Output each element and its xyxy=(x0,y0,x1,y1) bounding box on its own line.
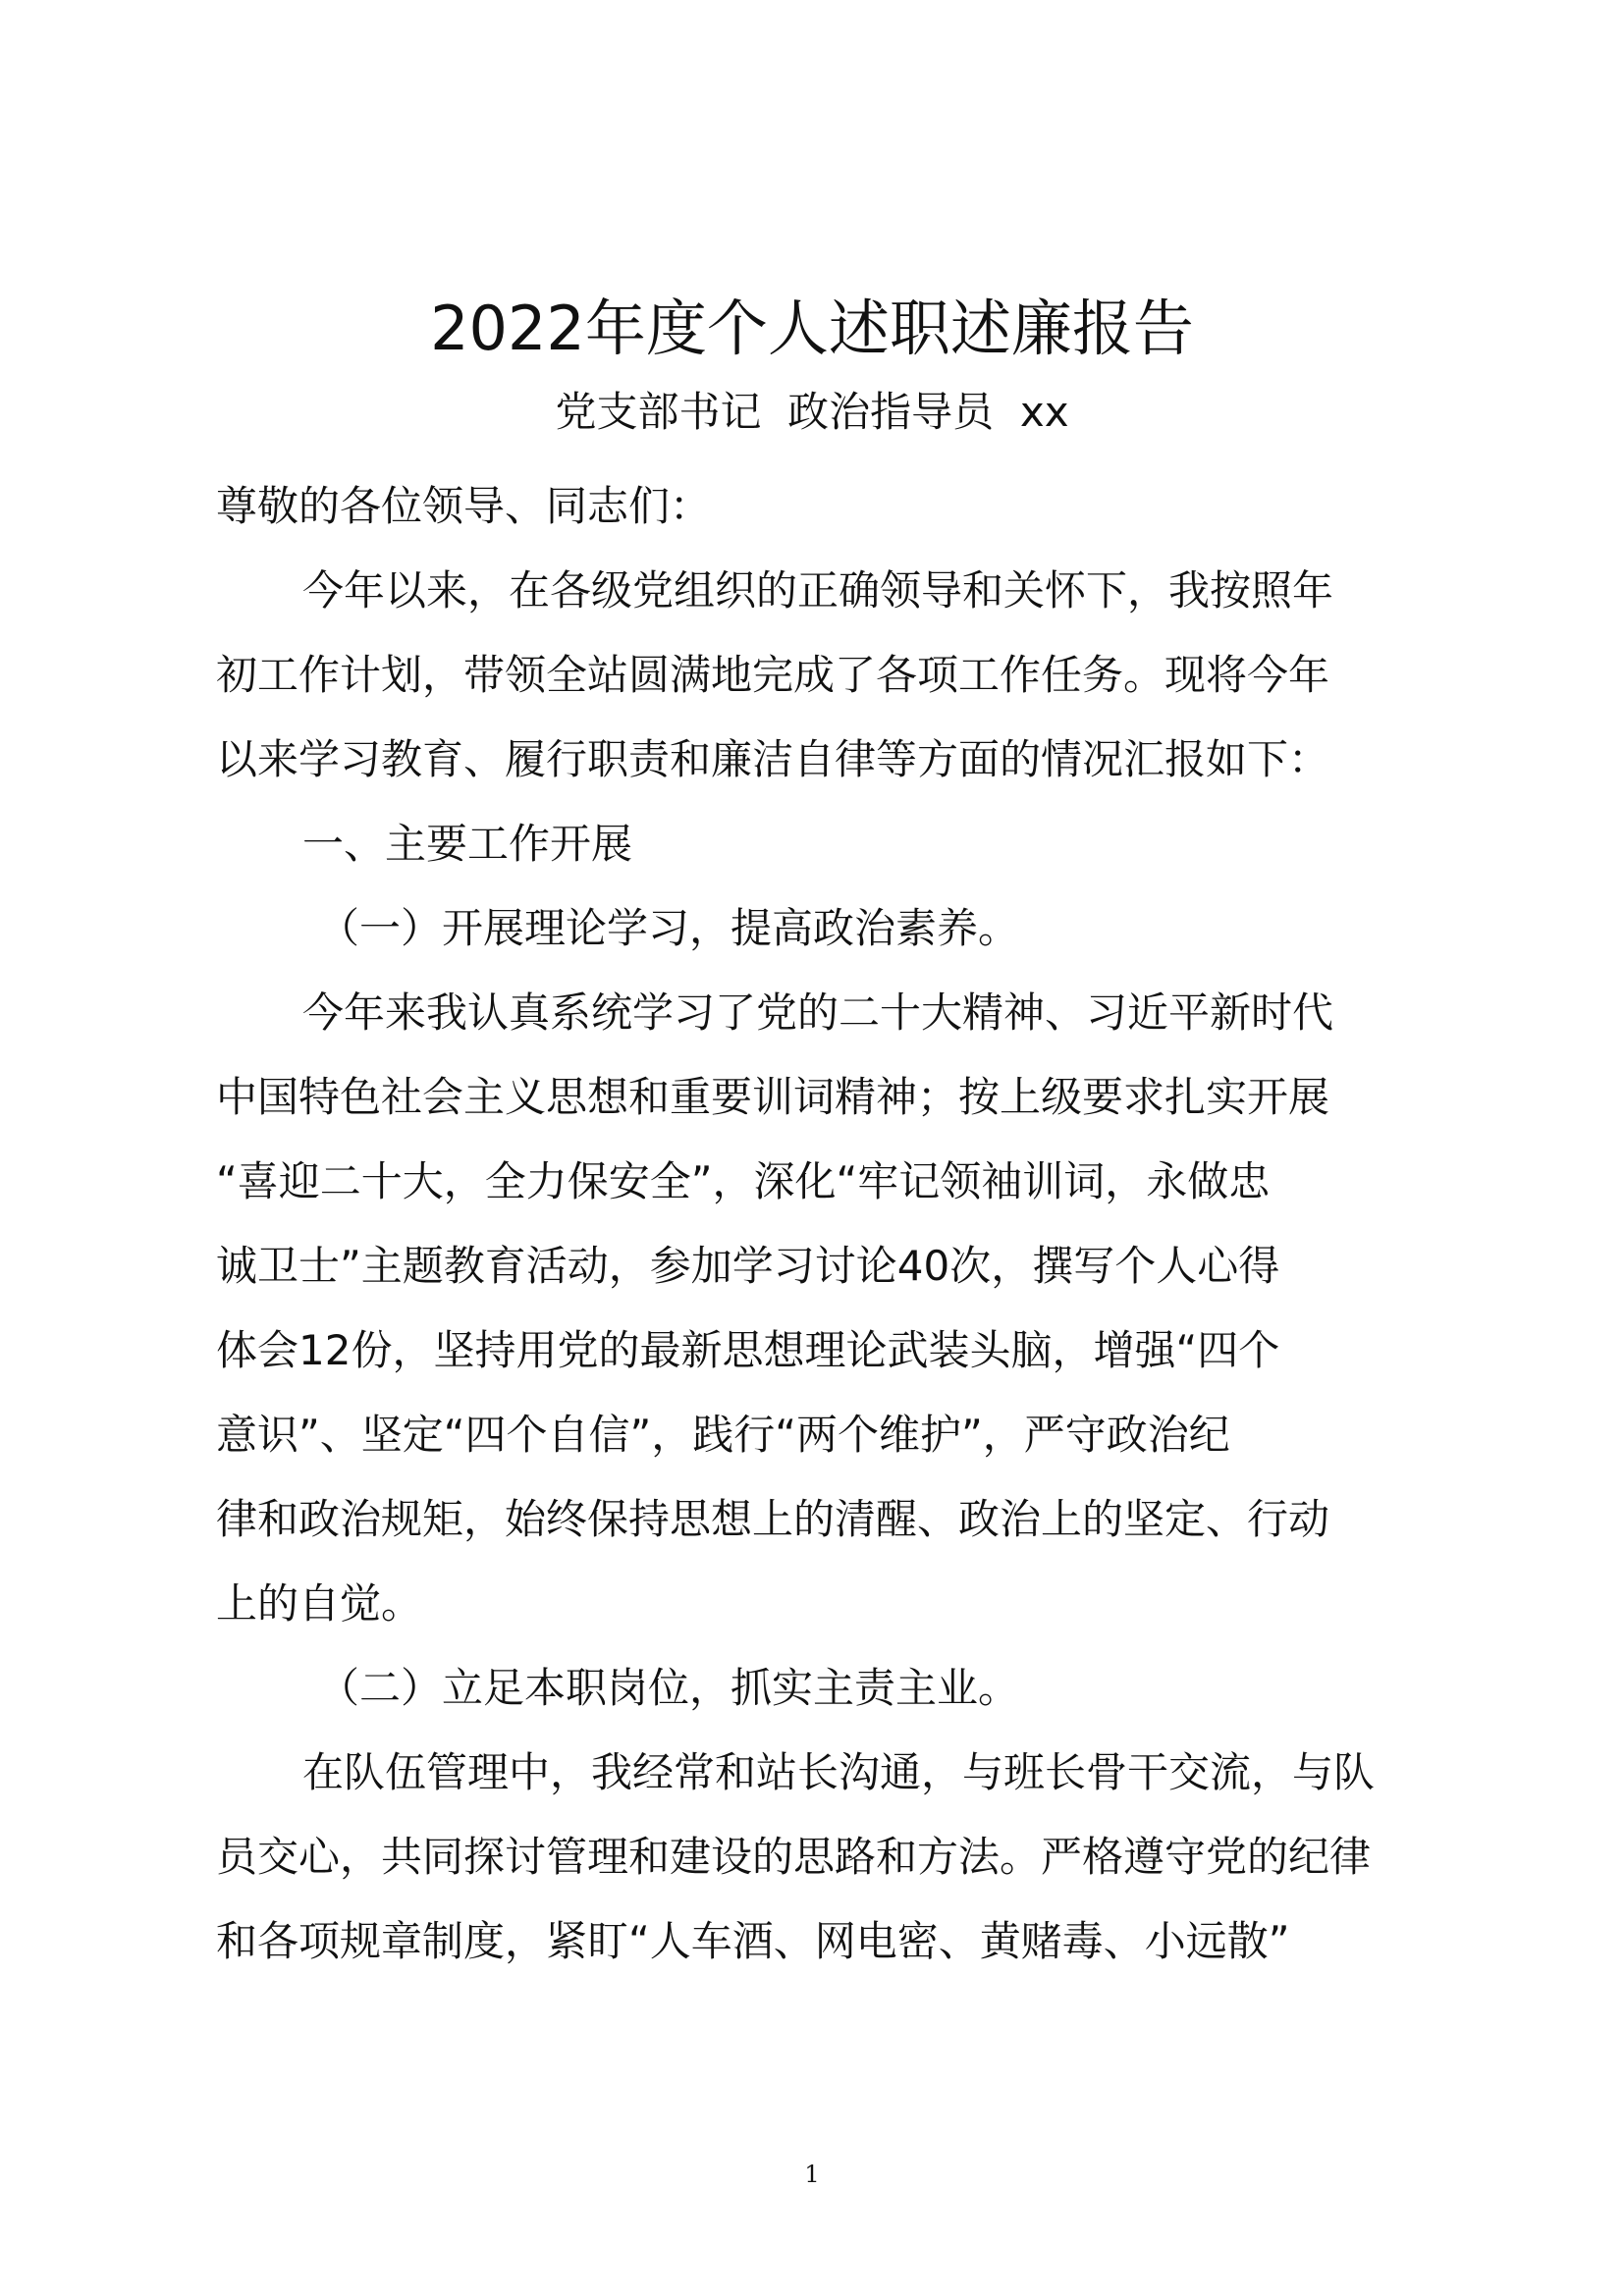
paragraph-line: 员交心，共同探讨管理和建设的思路和方法。严格遵守党的纪律 xyxy=(216,1833,1372,1881)
paragraph-line: 意识”、坚定“四个自信”，践行“两个维护”，严守政治纪 xyxy=(216,1411,1230,1459)
paragraph-line: 上的自觉。 xyxy=(216,1579,423,1628)
paragraph-line: “喜迎二十大，全力保安全”，深化“牢记领袖训词，永做忠 xyxy=(216,1157,1271,1205)
paragraph-line: 在队伍管理中，我经常和站长沟通，与班长骨干交流，与队 xyxy=(302,1748,1376,1796)
document-title: 2022年度个人述职述廉报告 xyxy=(430,293,1194,364)
page-number: 1 xyxy=(804,2161,820,2188)
paragraph-line: 体会12份，坚持用党的最新思想理论武装头脑，增强“四个 xyxy=(216,1326,1280,1374)
document-subtitle: 党支部书记 政治指导员 xx xyxy=(555,388,1069,436)
paragraph-line: 诚卫士”主题教育活动，参加学习讨论40次，撰写个人心得 xyxy=(216,1242,1280,1290)
section-heading: 一、主要工作开展 xyxy=(302,820,633,868)
paragraph-line: 以来学习教育、履行职责和廉洁自律等方面的情况汇报如下： xyxy=(216,735,1330,783)
subsection-heading: （二）立足本职岗位，抓实主责主业。 xyxy=(318,1664,1020,1712)
salutation: 尊敬的各位领导、同志们： xyxy=(216,482,712,530)
paragraph-line: 律和政治规矩，始终保持思想上的清醒、政治上的坚定、行动 xyxy=(216,1495,1330,1543)
document-body xyxy=(216,464,1453,1984)
paragraph-line: 初工作计划，带领全站圆满地完成了各项工作任务。现将今年 xyxy=(216,651,1330,699)
paragraph-line: 和各项规章制度，紧盯“人车酒、网电密、黄赌毒、小远散” xyxy=(216,1917,1290,1965)
subsection-heading: （一）开展理论学习，提高政治素养。 xyxy=(318,904,1020,952)
paragraph-line: 今年以来，在各级党组织的正确领导和关怀下，我按照年 xyxy=(302,566,1334,614)
paragraph-line: 中国特色社会主义思想和重要训词精神；按上级要求扎实开展 xyxy=(216,1073,1330,1121)
paragraph-line: 今年来我认真系统学习了党的二十大精神、习近平新时代 xyxy=(302,988,1334,1037)
